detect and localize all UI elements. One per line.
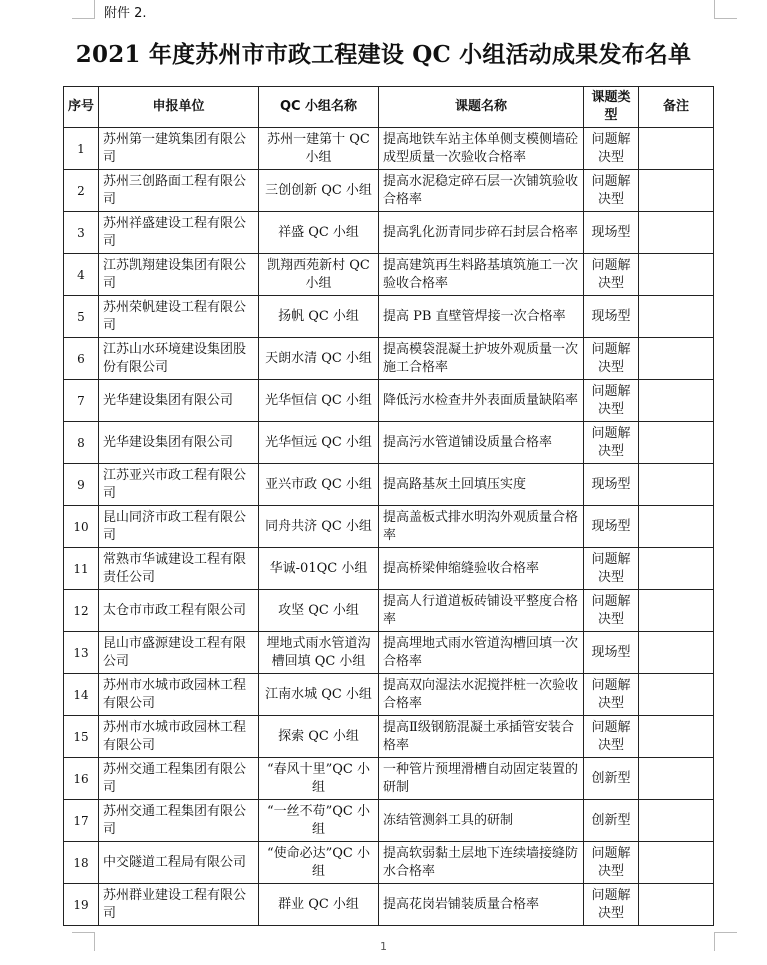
table-row bbox=[64, 464, 714, 506]
cell-group: “一丝不苟”QC 小组 bbox=[259, 800, 379, 842]
cell-topic: 提高地铁车站主体单侧支模侧墙砼成型质量一次验收合格率 bbox=[379, 128, 584, 170]
cell-type: 问题解决型 bbox=[584, 380, 639, 422]
cell-topic: 降低污水检查井外表面质量缺陷率 bbox=[379, 380, 584, 422]
cell-note bbox=[639, 380, 714, 422]
cell-no: 11 bbox=[64, 548, 99, 590]
cell-note bbox=[639, 422, 714, 464]
cell-type: 问题解决型 bbox=[584, 674, 639, 716]
cell-type: 问题解决型 bbox=[584, 170, 639, 212]
cell-unit: 常熟市华诚建设工程有限责任公司 bbox=[99, 548, 259, 590]
cell-note bbox=[639, 338, 714, 380]
cell-type: 创新型 bbox=[584, 800, 639, 842]
cell-unit: 江苏凯翔建设集团有限公司 bbox=[99, 254, 259, 296]
table-row bbox=[64, 422, 714, 464]
cell-group: 天朗水清 QC 小组 bbox=[259, 338, 379, 380]
cell-unit: 苏州市水城市政园林工程有限公司 bbox=[99, 716, 259, 758]
cell-type: 现场型 bbox=[584, 506, 639, 548]
cell-no: 5 bbox=[64, 296, 99, 338]
cell-no: 6 bbox=[64, 338, 99, 380]
cell-note bbox=[639, 674, 714, 716]
cell-group: 亚兴市政 QC 小组 bbox=[259, 464, 379, 506]
table-row bbox=[64, 758, 714, 800]
table-row bbox=[64, 842, 714, 884]
table-row bbox=[64, 296, 714, 338]
cell-type: 现场型 bbox=[584, 296, 639, 338]
cell-no: 1 bbox=[64, 128, 99, 170]
cell-topic: 一种管片预埋滑槽自动固定装置的研制 bbox=[379, 758, 584, 800]
cell-no: 3 bbox=[64, 212, 99, 254]
cell-group: 光华恒信 QC 小组 bbox=[259, 380, 379, 422]
cell-topic: 提高桥梁伸缩缝验收合格率 bbox=[379, 548, 584, 590]
cell-topic: 提高水泥稳定碎石层一次铺筑验收合格率 bbox=[379, 170, 584, 212]
cell-note bbox=[639, 716, 714, 758]
cell-group: 光华恒远 QC 小组 bbox=[259, 422, 379, 464]
cell-group: 探索 QC 小组 bbox=[259, 716, 379, 758]
cell-no: 4 bbox=[64, 254, 99, 296]
cell-note bbox=[639, 296, 714, 338]
table-row bbox=[64, 128, 714, 170]
cell-unit: 苏州第一建筑集团有限公司 bbox=[99, 128, 259, 170]
header-group: QC 小组名称 bbox=[259, 87, 379, 128]
cell-group: 三创创新 QC 小组 bbox=[259, 170, 379, 212]
cell-unit: 江苏亚兴市政工程有限公司 bbox=[99, 464, 259, 506]
cell-note bbox=[639, 506, 714, 548]
cell-note bbox=[639, 254, 714, 296]
cell-type: 问题解决型 bbox=[584, 128, 639, 170]
header-topic: 课题名称 bbox=[379, 87, 584, 128]
cell-group: 同舟共济 QC 小组 bbox=[259, 506, 379, 548]
cell-topic: 提高盖板式排水明沟外观质量合格率 bbox=[379, 506, 584, 548]
cell-no: 10 bbox=[64, 506, 99, 548]
cell-no: 12 bbox=[64, 590, 99, 632]
cell-type: 现场型 bbox=[584, 212, 639, 254]
cell-unit: 苏州交通工程集团有限公司 bbox=[99, 800, 259, 842]
table-row bbox=[64, 716, 714, 758]
cell-unit: 苏州祥盛建设工程有限公司 bbox=[99, 212, 259, 254]
cell-note bbox=[639, 590, 714, 632]
cell-group: 群业 QC 小组 bbox=[259, 884, 379, 926]
cell-unit: 江苏山水环境建设集团股份有限公司 bbox=[99, 338, 259, 380]
cell-unit: 苏州荣帆建设工程有限公司 bbox=[99, 296, 259, 338]
cell-topic: 冻结管测斜工具的研制 bbox=[379, 800, 584, 842]
cell-group: 埋地式雨水管道沟槽回填 QC 小组 bbox=[259, 632, 379, 674]
cell-no: 16 bbox=[64, 758, 99, 800]
table-row bbox=[64, 674, 714, 716]
table-row bbox=[64, 632, 714, 674]
cell-no: 17 bbox=[64, 800, 99, 842]
cell-no: 14 bbox=[64, 674, 99, 716]
table-row bbox=[64, 380, 714, 422]
header-type: 课题类型 bbox=[584, 87, 639, 128]
cell-unit: 昆山同济市政工程有限公司 bbox=[99, 506, 259, 548]
table-header-row bbox=[64, 87, 714, 128]
cell-topic: 提高埋地式雨水管道沟槽回填一次合格率 bbox=[379, 632, 584, 674]
cell-unit: 太仓市市政工程有限公司 bbox=[99, 590, 259, 632]
cell-no: 9 bbox=[64, 464, 99, 506]
cell-topic: 提高Ⅱ级钢筋混凝土承插管安装合格率 bbox=[379, 716, 584, 758]
cell-no: 7 bbox=[64, 380, 99, 422]
header-no: 序号 bbox=[64, 87, 99, 128]
table-body bbox=[64, 128, 714, 926]
cell-group: 凯翔西苑新村 QC 小组 bbox=[259, 254, 379, 296]
table-row bbox=[64, 338, 714, 380]
table-row bbox=[64, 548, 714, 590]
table-row bbox=[64, 254, 714, 296]
cell-topic: 提高路基灰土回填压实度 bbox=[379, 464, 584, 506]
cell-no: 19 bbox=[64, 884, 99, 926]
cell-type: 问题解决型 bbox=[584, 254, 639, 296]
cell-type: 问题解决型 bbox=[584, 338, 639, 380]
cell-unit: 苏州交通工程集团有限公司 bbox=[99, 758, 259, 800]
cell-group: “使命必达”QC 小组 bbox=[259, 842, 379, 884]
cell-group: 祥盛 QC 小组 bbox=[259, 212, 379, 254]
cell-note bbox=[639, 128, 714, 170]
cell-topic: 提高污水管道铺设质量合格率 bbox=[379, 422, 584, 464]
cell-type: 问题解决型 bbox=[584, 842, 639, 884]
cell-note bbox=[639, 800, 714, 842]
cell-unit: 苏州三创路面工程有限公司 bbox=[99, 170, 259, 212]
cell-unit: 苏州市水城市政园林工程有限公司 bbox=[99, 674, 259, 716]
page-number: 1 bbox=[380, 940, 387, 953]
cell-topic: 提高 PB 直壁管焊接一次合格率 bbox=[379, 296, 584, 338]
cell-type: 现场型 bbox=[584, 464, 639, 506]
cell-group: 华诚-01QC 小组 bbox=[259, 548, 379, 590]
cell-topic: 提高模袋混凝土护坡外观质量一次施工合格率 bbox=[379, 338, 584, 380]
cell-type: 问题解决型 bbox=[584, 884, 639, 926]
crop-mark-top-right bbox=[714, 0, 737, 19]
cell-type: 现场型 bbox=[584, 632, 639, 674]
cell-unit: 昆山市盛源建设工程有限公司 bbox=[99, 632, 259, 674]
cell-group: 苏州一建第十 QC 小组 bbox=[259, 128, 379, 170]
table-row bbox=[64, 590, 714, 632]
cell-group: 江南水城 QC 小组 bbox=[259, 674, 379, 716]
header-note: 备注 bbox=[639, 87, 714, 128]
cell-note bbox=[639, 548, 714, 590]
table-row bbox=[64, 884, 714, 926]
cell-note bbox=[639, 464, 714, 506]
crop-mark-top-left bbox=[72, 0, 95, 19]
cell-unit: 光华建设集团有限公司 bbox=[99, 380, 259, 422]
cell-note bbox=[639, 884, 714, 926]
cell-no: 8 bbox=[64, 422, 99, 464]
cell-type: 问题解决型 bbox=[584, 548, 639, 590]
cell-no: 18 bbox=[64, 842, 99, 884]
cell-note bbox=[639, 842, 714, 884]
table-row bbox=[64, 506, 714, 548]
cell-topic: 提高建筑再生料路基填筑施工一次验收合格率 bbox=[379, 254, 584, 296]
cell-note bbox=[639, 170, 714, 212]
header-unit: 申报单位 bbox=[99, 87, 259, 128]
document-title: 2021 年度苏州市市政工程建设 QC 小组活动成果发布名单 bbox=[75, 41, 692, 68]
cell-no: 15 bbox=[64, 716, 99, 758]
cell-note bbox=[639, 758, 714, 800]
table-row bbox=[64, 170, 714, 212]
cell-no: 13 bbox=[64, 632, 99, 674]
attachment-label: 附件 2. bbox=[104, 6, 147, 21]
cell-group: 攻坚 QC 小组 bbox=[259, 590, 379, 632]
results-table bbox=[63, 86, 714, 926]
cell-type: 问题解决型 bbox=[584, 422, 639, 464]
cell-note bbox=[639, 212, 714, 254]
cell-unit: 苏州群业建设工程有限公司 bbox=[99, 884, 259, 926]
cell-type: 创新型 bbox=[584, 758, 639, 800]
cell-no: 2 bbox=[64, 170, 99, 212]
cell-topic: 提高软弱黏土层地下连续墙接缝防水合格率 bbox=[379, 842, 584, 884]
cell-group: 扬帆 QC 小组 bbox=[259, 296, 379, 338]
table-row bbox=[64, 800, 714, 842]
cell-topic: 提高人行道道板砖铺设平整度合格率 bbox=[379, 590, 584, 632]
cell-note bbox=[639, 632, 714, 674]
cell-unit: 中交隧道工程局有限公司 bbox=[99, 842, 259, 884]
cell-type: 问题解决型 bbox=[584, 716, 639, 758]
cell-topic: 提高花岗岩铺装质量合格率 bbox=[379, 884, 584, 926]
cell-topic: 提高双向湿法水泥搅拌桩一次验收合格率 bbox=[379, 674, 584, 716]
cell-unit: 光华建设集团有限公司 bbox=[99, 422, 259, 464]
cell-topic: 提高乳化沥青同步碎石封层合格率 bbox=[379, 212, 584, 254]
cell-group: “春风十里”QC 小组 bbox=[259, 758, 379, 800]
table-row bbox=[64, 212, 714, 254]
cell-type: 问题解决型 bbox=[584, 590, 639, 632]
